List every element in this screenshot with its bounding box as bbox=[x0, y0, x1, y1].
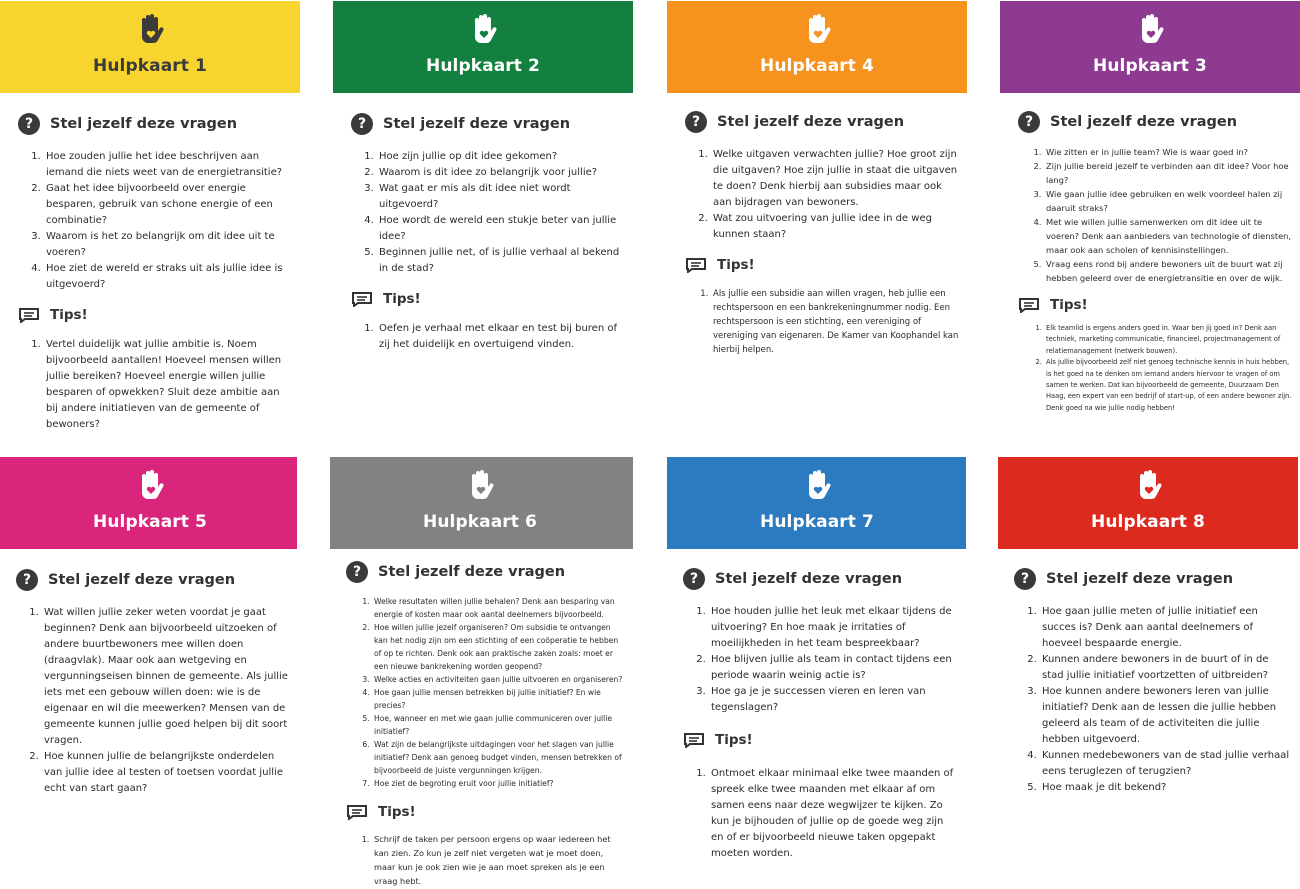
list-item: 4. Hoe gaan jullie mensen betrekken bij jullie initiatief? En wie precies? bbox=[372, 686, 624, 712]
question-icon: ? bbox=[346, 561, 368, 583]
questions-heading: ? Stel jezelf deze vragen bbox=[1018, 111, 1292, 133]
card-title: Hulpkaart 5 bbox=[93, 512, 207, 532]
list-item: 1. Elk teamlid is ergens anders goed in. Waar ben jij goed in? Denk aan techniek, marketing communicatie, financieel, projectmanagement of relatiemanagement (netwerk bouwen). bbox=[1044, 323, 1292, 357]
card-title: Hulpkaart 7 bbox=[760, 512, 874, 532]
questions-list bbox=[18, 149, 292, 293]
list-item: 3. Hoe kunnen andere bewoners leren van jullie initiatief? Denk aan de lessen die jullie hebben geleerd als team of de activiteiten die jullie hebben uitgevoerd. bbox=[1040, 684, 1290, 748]
list-item: 4. Hoe wordt de wereld een stukje beter van jullie idee? bbox=[377, 213, 625, 245]
card-body bbox=[16, 569, 292, 797]
tips-heading: Tips! bbox=[1018, 297, 1292, 313]
questions-list bbox=[351, 149, 625, 277]
question-icon: ? bbox=[683, 568, 705, 590]
questions-list bbox=[346, 595, 624, 790]
card-title: Hulpkaart 3 bbox=[1093, 56, 1207, 76]
questions-heading: ? Stel jezelf deze vragen bbox=[16, 569, 292, 591]
hand-heart-icon bbox=[805, 469, 831, 501]
card-body bbox=[1018, 111, 1292, 414]
speech-bubble-icon bbox=[683, 732, 705, 748]
list-item: 5. Hoe maak je dit bekend? bbox=[1040, 780, 1290, 796]
list-item: 5. Beginnen jullie net, of is jullie verhaal al bekend in de stad? bbox=[377, 245, 625, 277]
list-item: 1. Hoe houden jullie het leuk met elkaar tijdens de uitvoering? En hoe maak je irritaties of moeilijkheden in het team bespreekbaar? bbox=[709, 604, 959, 652]
questions-heading: ? Stel jezelf deze vragen bbox=[685, 111, 959, 133]
list-item: 1. Hoe zijn jullie op dit idee gekomen? bbox=[377, 149, 625, 165]
list-item: 3. Waarom is het zo belangrijk om dit idee uit te voeren? bbox=[44, 229, 292, 261]
question-icon: ? bbox=[1018, 111, 1040, 133]
list-item: 2. Wat zou uitvoering van jullie idee in de weg kunnen staan? bbox=[711, 211, 959, 243]
tips-list bbox=[683, 766, 959, 862]
list-item: 5. Hoe, wanneer en met wie gaan jullie communiceren over jullie initiatief? bbox=[372, 712, 624, 738]
hand-heart-icon bbox=[1136, 469, 1162, 501]
list-item: 2. Kunnen andere bewoners in de buurt of in de stad jullie initiatief voortzetten of uitbreiden? bbox=[1040, 652, 1290, 684]
list-item: 4. Hoe ziet de wereld er straks uit als jullie idee is uitgevoerd? bbox=[44, 261, 292, 293]
speech-bubble-icon bbox=[1018, 297, 1040, 313]
card-body bbox=[346, 561, 624, 888]
card-title: Hulpkaart 2 bbox=[426, 56, 540, 76]
tips-list bbox=[18, 337, 292, 433]
tips-heading: Tips! bbox=[683, 732, 959, 748]
list-item: 3. Wie gaan jullie idee gebruiken en welk voordeel halen zij daaruit straks? bbox=[1044, 187, 1292, 215]
list-item: 1. Welke uitgaven verwachten jullie? Hoe groot zijn die uitgaven? Hoe zijn jullie in staat die uitgaven te doen? Denk hierbij aan subsidies maar ook aan bijdragen van bewoners. bbox=[711, 147, 959, 211]
list-item: 2. Zijn jullie bereid jezelf te verbinden aan dit idee? Voor hoe lang? bbox=[1044, 159, 1292, 187]
tips-list bbox=[346, 832, 624, 888]
card-body bbox=[18, 113, 292, 433]
speech-bubble-icon bbox=[18, 307, 40, 323]
hand-heart-icon bbox=[468, 469, 494, 501]
questions-heading: ? Stel jezelf deze vragen bbox=[1014, 568, 1290, 590]
questions-heading: ? Stel jezelf deze vragen bbox=[18, 113, 292, 135]
list-item: 3. Wat gaat er mis als dit idee niet wordt uitgevoerd? bbox=[377, 181, 625, 213]
question-icon: ? bbox=[351, 113, 373, 135]
questions-heading: ? Stel jezelf deze vragen bbox=[346, 561, 624, 583]
list-item: 4. Kunnen medebewoners van de stad jullie verhaal eens teruglezen of terugzien? bbox=[1040, 748, 1290, 780]
list-item: 1. Als jullie een subsidie aan willen vragen, heb jullie een rechtspersoon en een bankrekeningnummer nodig. Een rechtspersoon is een stichting, een vereniging of vereniging van eigenaren. De Kamer van Koophandel kan hierbij helpen. bbox=[711, 287, 959, 357]
hand-heart-icon bbox=[138, 13, 164, 45]
list-item: 1. Oefen je verhaal met elkaar en test bij buren of zij het duidelijk en overtuigend vinden. bbox=[377, 321, 625, 353]
hand-heart-icon bbox=[1138, 13, 1164, 45]
list-item: 5. Vraag eens rond bij andere bewoners uit de buurt wat zij hebben geleerd over de energietransitie en over de wijk. bbox=[1044, 257, 1292, 285]
hand-heart-icon bbox=[805, 13, 831, 45]
questions-list bbox=[683, 604, 959, 716]
list-item: 2. Hoe blijven jullie als team in contact tijdens een periode waarin weinig actie is? bbox=[709, 652, 959, 684]
list-item: 1. Schrijf de taken per persoon ergens op waar iedereen het kan zien. Zo kun je zelf niet vergeten wat je moet doen, maar kun je ook zien wie je aan moet spreken als je een vraag hebt. bbox=[372, 832, 624, 888]
tips-heading: Tips! bbox=[346, 804, 624, 820]
card-title: Hulpkaart 4 bbox=[760, 56, 874, 76]
list-item: 2. Hoe kunnen jullie de belangrijkste onderdelen van jullie idee al testen of toetsen voordat jullie echt van start gaan? bbox=[42, 749, 292, 797]
speech-bubble-icon bbox=[351, 291, 373, 307]
questions-list bbox=[685, 147, 959, 243]
questions-list bbox=[16, 605, 292, 797]
card-body bbox=[685, 111, 959, 357]
list-item: 3. Hoe ga je je successen vieren en leren van tegenslagen? bbox=[709, 684, 959, 716]
hand-heart-icon bbox=[471, 13, 497, 45]
card-title: Hulpkaart 6 bbox=[423, 512, 537, 532]
question-icon: ? bbox=[1014, 568, 1036, 590]
card-body bbox=[1014, 568, 1290, 796]
speech-bubble-icon bbox=[346, 804, 368, 820]
questions-heading: ? Stel jezelf deze vragen bbox=[351, 113, 625, 135]
card-title: Hulpkaart 8 bbox=[1091, 512, 1205, 532]
list-item: 1. Ontmoet elkaar minimaal elke twee maanden of spreek elke twee maanden met elkaar af om samen eens naar deze wegwijzer te kijken. Zo kun je bijhouden of jullie op de goede weg zijn en of er bijvoorbeeld nieuwe taken opgepakt moeten worden. bbox=[709, 766, 959, 862]
list-item: 3. Welke acties en activiteiten gaan jullie uitvoeren en organiseren? bbox=[372, 673, 624, 686]
tips-heading: Tips! bbox=[685, 257, 959, 273]
card-title: Hulpkaart 1 bbox=[93, 56, 207, 76]
question-icon: ? bbox=[18, 113, 40, 135]
question-icon: ? bbox=[16, 569, 38, 591]
list-item: 1. Welke resultaten willen jullie behalen? Denk aan besparing van energie of kosten maar ook aantal deelnemers bijvoorbeeld. bbox=[372, 595, 624, 621]
speech-bubble-icon bbox=[685, 257, 707, 273]
list-item: 6. Wat zijn de belangrijkste uitdagingen voor het slagen van jullie initiatief? Denk aan genoeg budget vinden, mensen betrekken of bijvoorbeeld de juiste vergunningen krijgen. bbox=[372, 738, 624, 777]
card-body bbox=[351, 113, 625, 353]
list-item: 7. Hoe ziet de begroting eruit voor jullie initiatief? bbox=[372, 777, 624, 790]
list-item: 1. Vertel duidelijk wat jullie ambitie is. Noem bijvoorbeeld aantallen! Hoeveel mensen willen jullie bereiken? Hoeveel energie willen jullie besparen of opwekken? Sluit deze ambitie aan bij andere initiatieven van de gemeente of bewoners? bbox=[44, 337, 292, 433]
list-item: 2. Als jullie bijvoorbeeld zelf niet genoeg technische kennis in huis hebben, is het goed na te denken om iemand anders hiervoor te vragen of om samen te werken. Dat kan bijvoorbeeld de gemeente, Duurzaam Den Haag, een expert van een bedrijf of start-up, of een andere bewoner zijn. Denk goed na wie jullie nodig hebben! bbox=[1044, 357, 1292, 414]
list-item: 1. Wie zitten er in jullie team? Wie is waar goed in? bbox=[1044, 145, 1292, 159]
tips-list bbox=[351, 321, 625, 353]
questions-heading: ? Stel jezelf deze vragen bbox=[683, 568, 959, 590]
list-item: 1. Hoe gaan jullie meten of jullie initiatief een succes is? Denk aan aantal deelnemers of hoeveel bespaarde energie. bbox=[1040, 604, 1290, 652]
list-item: 1. Hoe zouden jullie het idee beschrijven aan iemand die niets weet van de energietransitie? bbox=[44, 149, 292, 181]
tips-heading: Tips! bbox=[18, 307, 292, 323]
list-item: 2. Gaat het idee bijvoorbeeld over energie besparen, gebruik van schone energie of een combinatie? bbox=[44, 181, 292, 229]
tips-list bbox=[685, 287, 959, 357]
list-item: 2. Hoe willen jullie jezelf organiseren? Om subsidie te ontvangen kan het nodig zijn om een stichting of een coöperatie te hebben of op te richten. Denk ook aan praktische zaken zoals: moet er een nieuwe bankrekening worden geopend? bbox=[372, 621, 624, 673]
questions-list bbox=[1014, 604, 1290, 796]
list-item: 4. Met wie willen jullie samenwerken om dit idee uit te voeren? Denk aan aanbieders van technologie of diensten, maar ook aan scholen of kennisinstellingen. bbox=[1044, 215, 1292, 257]
question-icon: ? bbox=[685, 111, 707, 133]
list-item: 2. Waarom is dit idee zo belangrijk voor jullie? bbox=[377, 165, 625, 181]
tips-list bbox=[1018, 323, 1292, 414]
card-body bbox=[683, 568, 959, 862]
hand-heart-icon bbox=[138, 469, 164, 501]
list-item: 1. Wat willen jullie zeker weten voordat je gaat beginnen? Denk aan bijvoorbeeld uitzoeken of andere buurtbewoners mee willen doen (draagvlak). Maar ook aan wetgeving en vergunningseisen binnen de gemeente. Als jullie iets met een gebouw willen doen: wie is de eigenaar en wil die meewerken? Mensen van de gemeente kunnen jullie goed helpen bij dit soort vragen. bbox=[42, 605, 292, 749]
tips-heading: Tips! bbox=[351, 291, 625, 307]
questions-list bbox=[1018, 145, 1292, 285]
